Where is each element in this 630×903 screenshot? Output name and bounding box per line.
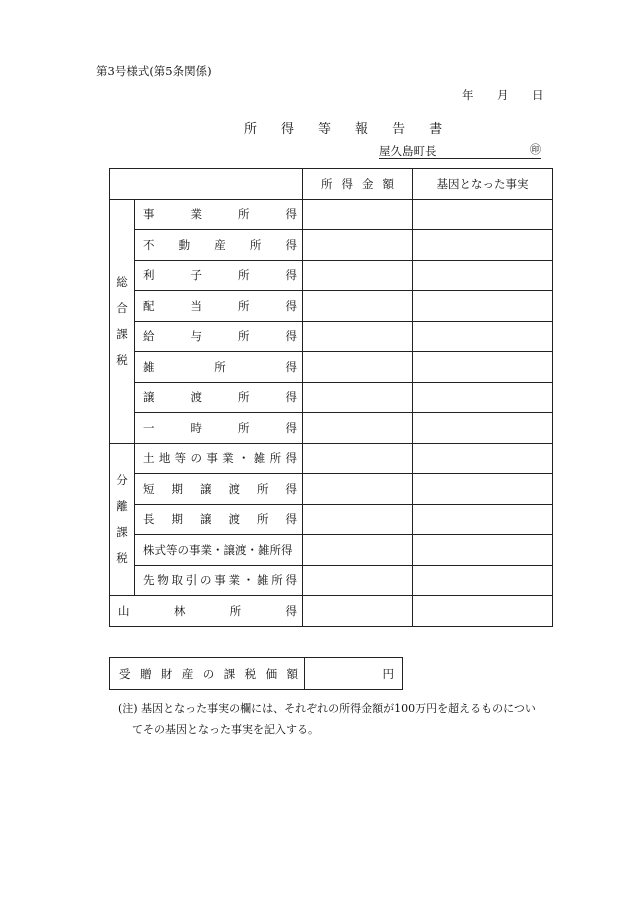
income-type-char: 先	[143, 573, 155, 588]
header-blank-cell	[110, 169, 303, 200]
title-char: 報	[355, 122, 369, 137]
table-row	[110, 260, 553, 291]
income-type-char: 所	[269, 451, 282, 466]
income-type-char: 得	[285, 237, 297, 252]
income-type-char: 所	[238, 420, 250, 435]
income-type-char: 雑	[253, 451, 266, 466]
income-type-char: 給	[143, 329, 155, 344]
income-type-char: 株式等の事業・譲渡・雑所得	[143, 542, 293, 557]
income-type-char: 不	[143, 237, 155, 252]
income-type-char: 所	[238, 207, 250, 222]
gift-label-char: 価	[265, 666, 278, 681]
note-line-1: (注) 基因となった事実の欄には、それぞれの所得金額が100万円を超えるものについ	[118, 702, 536, 715]
note-line-2: てその基因となった事実を記入する。	[132, 723, 319, 736]
title-char: 等	[318, 122, 332, 137]
income-type-char: 物	[157, 573, 169, 588]
forest-income-char: 得	[285, 603, 297, 618]
fact-cell[interactable]	[413, 596, 553, 627]
income-type-char: 渡	[228, 512, 240, 527]
income-type-char: 当	[190, 298, 202, 313]
forest-income-label	[110, 596, 303, 627]
income-type-label	[135, 321, 303, 352]
separate-tax-label	[110, 443, 135, 596]
amount-cell[interactable]	[303, 260, 413, 291]
separate-tax-label-char: 離	[116, 499, 128, 514]
income-table	[109, 168, 553, 627]
income-type-char: 子	[190, 268, 202, 283]
income-type-char: 配	[143, 298, 155, 313]
gift-value[interactable]	[305, 658, 403, 690]
separate-tax-label-char: 税	[116, 551, 128, 566]
income-type-char: の	[200, 573, 212, 588]
comprehensive-tax-label-char: 税	[116, 353, 128, 367]
comprehensive-tax-label	[110, 199, 135, 443]
table-row	[110, 443, 553, 474]
amount-cell[interactable]	[303, 352, 413, 383]
table-row	[110, 565, 553, 596]
gift-label-char: 受	[119, 666, 131, 681]
income-type-char: 長	[143, 512, 155, 527]
income-type-char: 所	[257, 481, 269, 496]
table-row	[110, 504, 553, 535]
income-type-char: 引	[185, 573, 198, 588]
income-type-char: 渡	[190, 390, 202, 405]
header-amount-char: 額	[382, 176, 394, 191]
income-type-label	[135, 504, 303, 535]
income-type-char: 一	[143, 420, 155, 435]
header-amount-char: 所	[321, 176, 333, 191]
fact-cell[interactable]	[413, 230, 553, 261]
income-type-char: 得	[285, 329, 297, 344]
income-type-char: 得	[285, 512, 297, 527]
income-type-char: の	[190, 451, 202, 466]
form-code: 第3号様式(第5条関係)	[96, 64, 212, 78]
forest-income-char: 山	[118, 603, 130, 618]
separate-tax-label-char: 課	[116, 525, 128, 540]
comprehensive-tax-label-char: 課	[116, 327, 128, 341]
fact-cell[interactable]	[413, 474, 553, 505]
amount-cell[interactable]	[303, 596, 413, 627]
income-type-char: 得	[285, 573, 297, 588]
income-type-label	[135, 260, 303, 291]
income-type-label	[135, 199, 303, 230]
header-amount-char: 得	[341, 176, 353, 191]
income-type-char: 事	[143, 207, 155, 222]
amount-cell[interactable]	[303, 535, 413, 566]
table-row	[110, 291, 553, 322]
income-type-char: 利	[143, 268, 155, 283]
header-amount	[303, 169, 413, 200]
income-type-char: ・	[242, 573, 255, 588]
title-char: 所	[244, 122, 258, 137]
income-type-char: 渡	[228, 481, 240, 496]
income-type-char: 得	[285, 359, 297, 374]
income-type-char: 雑	[257, 573, 269, 588]
income-type-char: 雑	[143, 359, 155, 374]
income-type-label	[135, 352, 303, 383]
income-type-char: 地	[158, 451, 171, 466]
income-type-char: 得	[285, 420, 297, 435]
comprehensive-tax-label-char: 総	[116, 275, 128, 289]
fact-cell[interactable]	[413, 352, 553, 383]
income-type-label	[135, 382, 303, 413]
gift-label-char: 産	[181, 666, 194, 681]
table-row	[110, 352, 553, 383]
income-type-char: 動	[178, 237, 191, 252]
income-type-char: 所	[238, 268, 250, 283]
gift-label-char: 税	[244, 666, 257, 681]
income-type-char: 期	[171, 481, 183, 496]
income-type-char: 与	[190, 329, 202, 344]
income-type-label	[135, 413, 303, 444]
income-type-label	[135, 535, 303, 566]
income-type-char: 期	[171, 512, 183, 527]
title-char: 書	[429, 122, 443, 137]
income-type-char: 事	[206, 451, 218, 466]
table-row	[110, 535, 553, 566]
income-type-char: 得	[285, 451, 297, 466]
table-row	[110, 413, 553, 444]
table-row	[110, 474, 553, 505]
income-type-char: 所	[214, 359, 226, 374]
title-char: 得	[281, 122, 295, 137]
amount-cell[interactable]	[303, 321, 413, 352]
income-type-char: 所	[238, 329, 250, 344]
fact-cell[interactable]	[413, 382, 553, 413]
fact-cell[interactable]	[413, 443, 553, 474]
amount-cell[interactable]	[303, 382, 413, 413]
income-type-char: 業	[190, 207, 202, 222]
income-type-char: 産	[214, 237, 226, 252]
income-type-char: 土	[143, 451, 155, 466]
income-type-char: 等	[174, 451, 187, 466]
income-type-char: 得	[285, 298, 297, 313]
income-type-char: 譲	[143, 390, 155, 405]
gift-unit: 円	[382, 666, 394, 681]
table-row	[110, 382, 553, 413]
header-fact: 基因となった事実	[413, 169, 553, 200]
income-type-char: 所	[238, 390, 250, 405]
document-title	[244, 118, 466, 137]
gift-label-char: 財	[160, 666, 173, 681]
fact-cell[interactable]	[413, 413, 553, 444]
income-type-label	[135, 443, 303, 474]
gift-table	[109, 657, 403, 690]
table-row	[110, 199, 553, 230]
date-year: 年	[462, 88, 474, 102]
fact-cell[interactable]	[413, 291, 553, 322]
income-type-char: 業	[228, 573, 240, 588]
title-char: 告	[392, 122, 406, 137]
table-row	[110, 321, 553, 352]
fact-cell[interactable]	[413, 260, 553, 291]
amount-cell[interactable]	[303, 443, 413, 474]
recipient	[379, 143, 541, 159]
header-amount-char: 金	[362, 176, 374, 191]
income-type-char: 時	[190, 420, 202, 435]
income-type-char: 業	[222, 451, 234, 466]
income-type-label	[135, 230, 303, 261]
seal-mark: ㊞	[530, 143, 541, 156]
amount-cell[interactable]	[303, 474, 413, 505]
income-type-char: 得	[285, 390, 297, 405]
income-type-char: 所	[238, 298, 250, 313]
amount-cell[interactable]	[303, 565, 413, 596]
amount-cell[interactable]	[303, 199, 413, 230]
table-row	[110, 596, 553, 627]
income-type-char: 所	[249, 237, 262, 252]
comprehensive-tax-label-char: 合	[116, 301, 128, 315]
date-month: 月	[497, 88, 509, 102]
income-type-label	[135, 474, 303, 505]
date-day: 日	[532, 88, 544, 102]
income-type-char: 取	[171, 573, 183, 588]
income-type-char: 譲	[200, 481, 212, 496]
income-type-char: ・	[237, 451, 250, 466]
income-type-char: 得	[285, 481, 297, 496]
income-type-char: 得	[285, 207, 297, 222]
gift-label-char: 課	[223, 666, 236, 681]
fact-cell[interactable]	[413, 321, 553, 352]
table-row	[110, 230, 553, 261]
forest-income-char: 所	[229, 603, 242, 618]
fact-cell[interactable]	[413, 504, 553, 535]
gift-label	[110, 658, 305, 690]
fact-cell[interactable]	[413, 199, 553, 230]
recipient-name: 屋久島町長	[379, 144, 437, 158]
gift-label-char: 贈	[139, 666, 152, 681]
amount-cell[interactable]	[303, 230, 413, 261]
income-type-char: 事	[214, 573, 226, 588]
gift-label-char: の	[202, 666, 215, 681]
separate-tax-label-char: 分	[116, 473, 128, 488]
table-header-row	[110, 169, 553, 200]
amount-cell[interactable]	[303, 291, 413, 322]
fact-cell[interactable]	[413, 565, 553, 596]
forest-income-char: 林	[173, 603, 186, 618]
income-type-char: 所	[257, 512, 269, 527]
income-type-char: 得	[285, 268, 297, 283]
income-type-char: 所	[271, 573, 283, 588]
income-type-char: 譲	[200, 512, 212, 527]
income-type-label	[135, 291, 303, 322]
gift-label-char: 額	[286, 666, 298, 681]
fact-cell[interactable]	[413, 535, 553, 566]
amount-cell[interactable]	[303, 504, 413, 535]
amount-cell[interactable]	[303, 413, 413, 444]
income-type-label	[135, 565, 303, 596]
income-type-char: 短	[143, 481, 155, 496]
